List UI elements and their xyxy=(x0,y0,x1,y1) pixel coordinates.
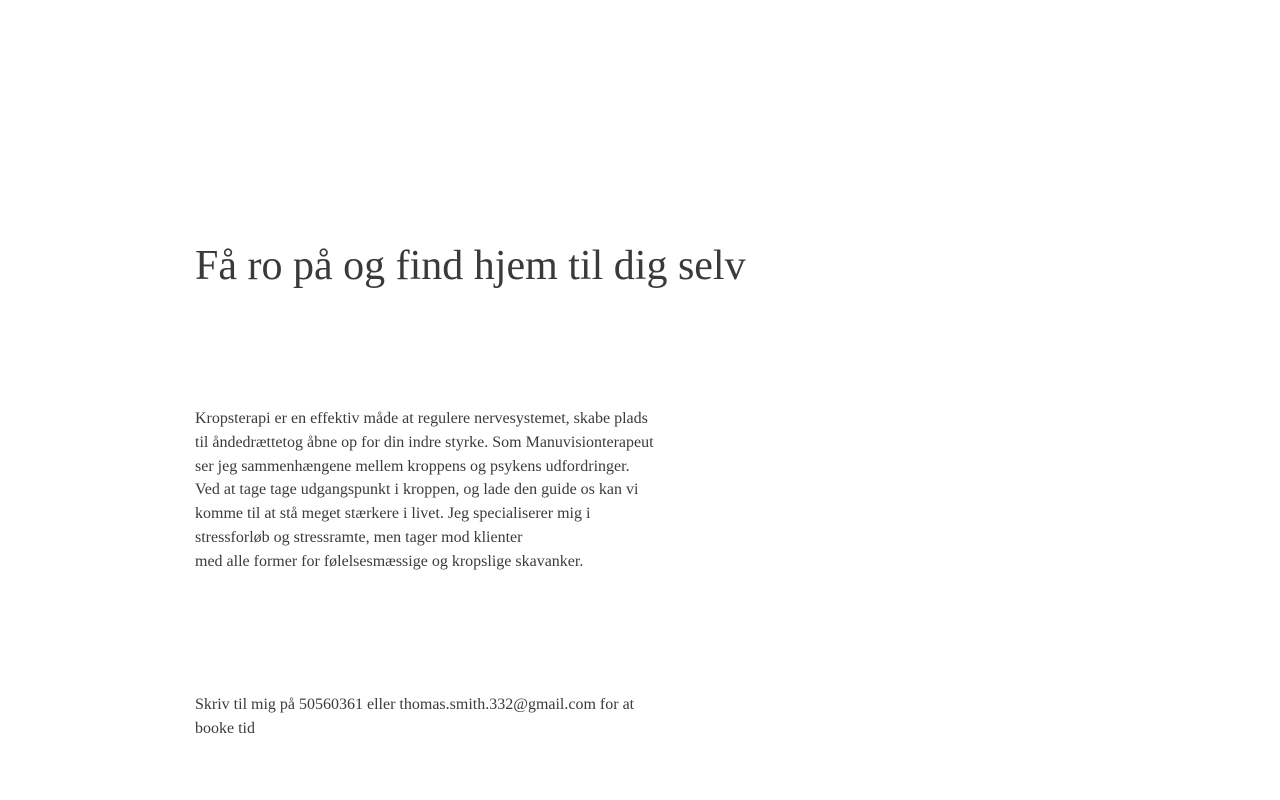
page-title: Få ro på og find hjem til dig selv xyxy=(195,243,746,289)
intro-text-block xyxy=(195,407,655,574)
contact-suffix: for at booke tid xyxy=(195,696,635,737)
email-link[interactable]: thomas.smith.332@gmail.com xyxy=(399,696,596,713)
contact-middle: eller xyxy=(367,696,396,713)
intro-paragraph-continued: med alle former for følelsesmæssige og kropslige skavanker. xyxy=(195,552,584,570)
phone-link[interactable]: 50560361 xyxy=(299,696,363,713)
intro-paragraph: Kropsterapi er en effektiv måde at regulere nervesystemet, skabe plads til åndedrættetog åbne op for din indre styrke. Som Manuvisionterapeut ser jeg sammenhængene mellem kroppens og psykens udfordringer. Ved at tage tage udgangspunkt i kroppen, og lade den guide os kan vi komme til at stå meget stærkere i livet. Jeg specialiserer mig i stressforløb og stressramte, men tager mod klienter xyxy=(195,410,654,546)
contact-prefix: Skriv til mig på xyxy=(195,696,295,713)
contact-block xyxy=(195,693,655,740)
contact-line xyxy=(195,693,655,740)
